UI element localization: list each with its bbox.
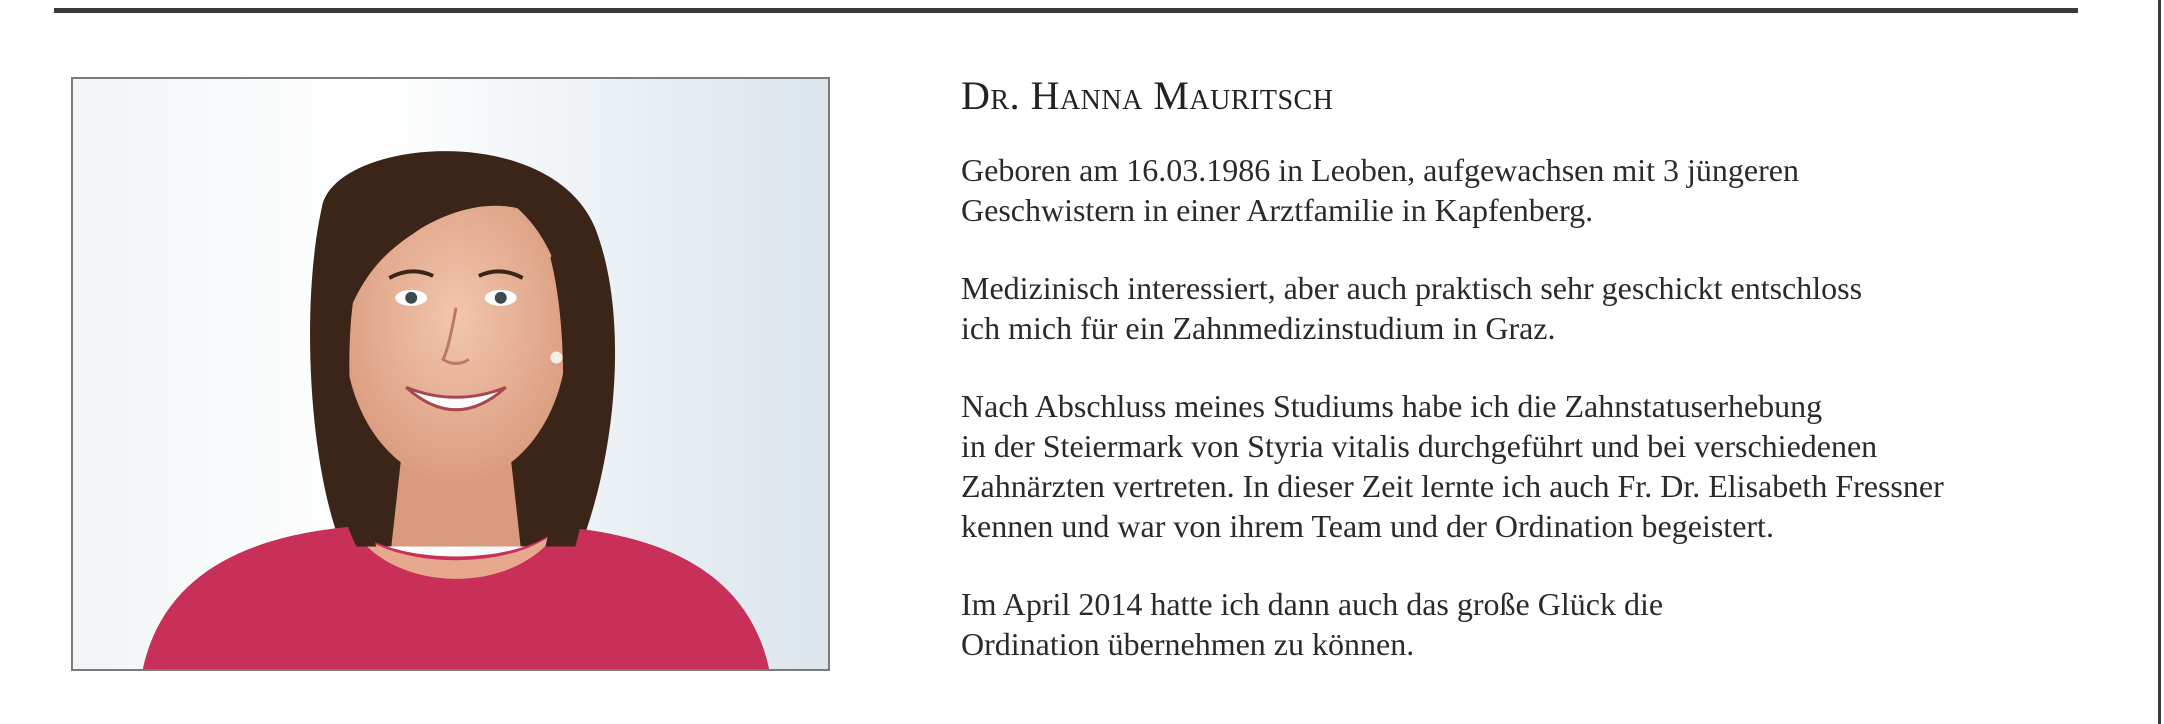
bio-line: kennen und war von ihrem Team und der Ordination begeistert. <box>961 508 1774 544</box>
bio-line: Im April 2014 hatte ich dann auch das große Glück die <box>961 586 1664 622</box>
bio-line: in der Steiermark von Styria vitalis durchgeführt und bei verschiedenen <box>961 428 1878 464</box>
right-divider <box>2158 0 2161 724</box>
bio-paragraph-career <box>961 386 2141 546</box>
doctor-name: Dr. Hanna Mauritsch <box>961 73 1334 118</box>
bio-line: Zahnärzten vertreten. In dieser Zeit lernte ich auch Fr. Dr. Elisabeth Fressner <box>961 468 1944 504</box>
bio-paragraph-practice <box>961 584 2141 664</box>
portrait-illustration <box>73 79 828 670</box>
bio-line: Nach Abschluss meines Studiums habe ich die Zahnstatuserhebung <box>961 388 1823 424</box>
portrait-frame <box>71 77 830 671</box>
top-divider <box>54 8 2078 13</box>
bio-line: Ordination übernehmen zu können. <box>961 626 1415 662</box>
earring <box>550 352 562 364</box>
bio-line: Geboren am 16.03.1986 in Leoben, aufgewachsen mit 3 jüngeren <box>961 152 1799 188</box>
bio-line: Geschwistern in einer Arztfamilie in Kapfenberg. <box>961 192 1594 228</box>
bio-line: Medizinisch interessiert, aber auch praktisch sehr geschickt entschloss <box>961 270 1863 306</box>
bio-paragraph-studies <box>961 268 2141 348</box>
bio-line: ich mich für ein Zahnmedizinstudium in Graz. <box>961 310 1556 346</box>
bio-paragraph-birth <box>961 150 2141 230</box>
bio-section <box>961 72 2141 702</box>
portrait-photo <box>73 79 828 670</box>
